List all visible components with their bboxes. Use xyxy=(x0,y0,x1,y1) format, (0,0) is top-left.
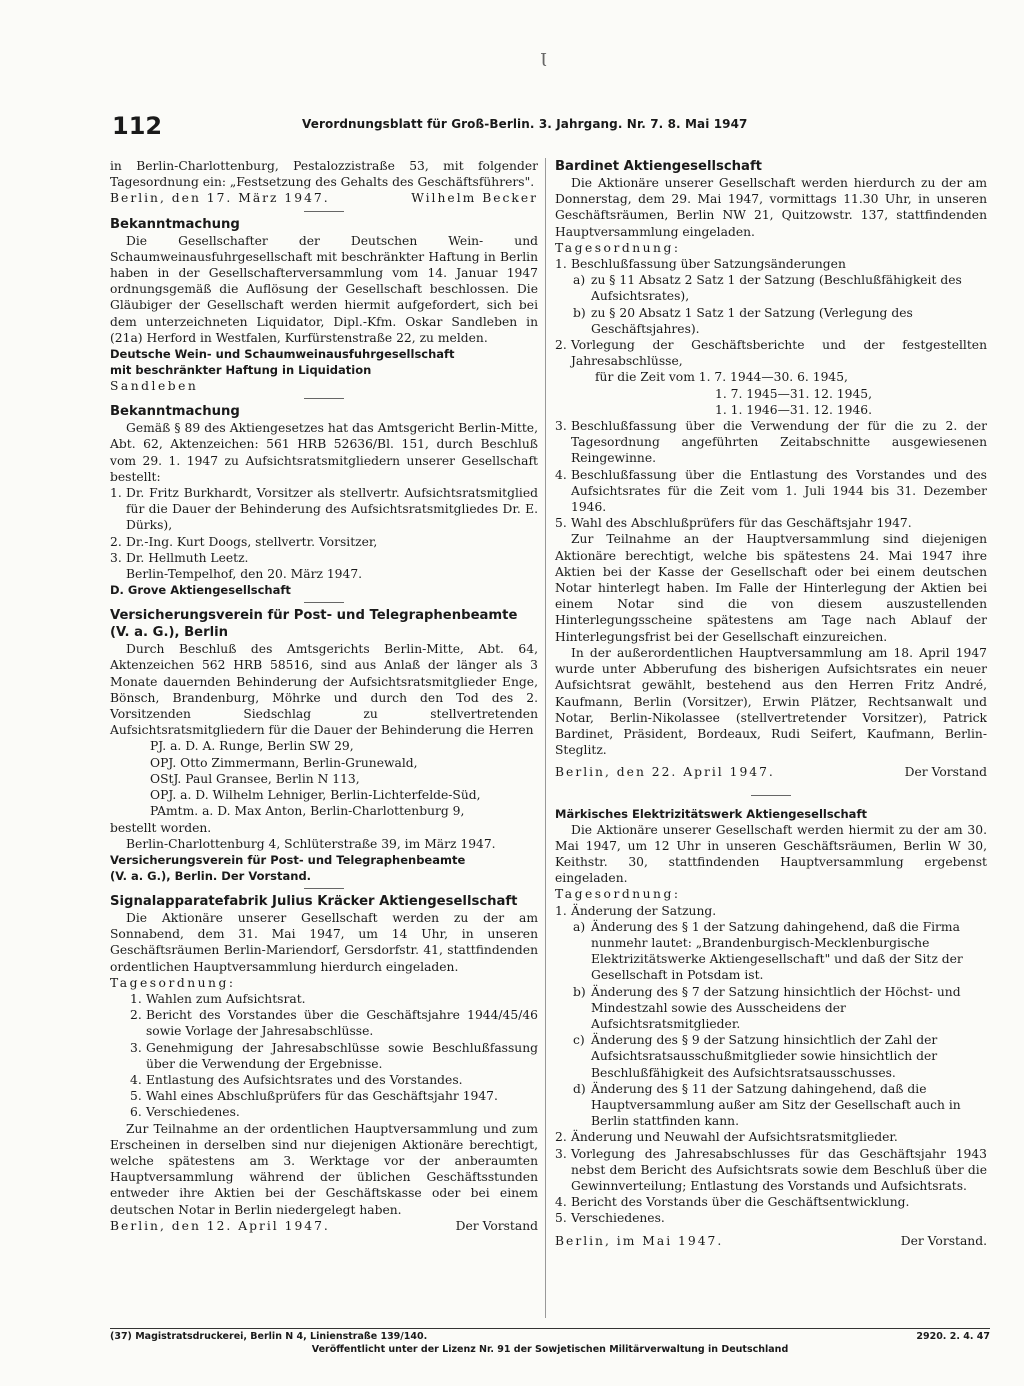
notice-heading: Bekanntmachung xyxy=(110,404,240,420)
list-item: 4. Beschlußfassung über die Entlastung des Vorstandes und des Aufsichtsrates für die Zeit vom 1. Juli 1944 bis 31. Dezember 1946. xyxy=(555,467,987,515)
sub-item: c) Änderung des § 9 der Satzung hinsichtlich der Zahl der Aufsichtsratsausschußmitglieder sowie hinsichtlich der Beschlußfähigkeit des Aufsichtsratsausschusses. xyxy=(573,1033,938,1080)
notice-company-line: (V. a. G.), Berlin. Der Vorstand. xyxy=(110,868,312,883)
license-line: Veröffentlicht unter der Lizenz Nr. 91 der Sowjetischen Militärverwaltung in Deutschland xyxy=(311,1344,789,1355)
signatory: Der Vorstand xyxy=(455,1218,538,1233)
list-item: OPJ. a. D. Wilhelm Lehniger, Berlin-Lichterfelde-Süd, xyxy=(150,788,481,803)
notice-body: Zur Teilnahme an der Hauptversammlung sind diejenigen Aktionäre berechtigt, welche bis spätestens 24. Mai 1947 ihre Aktien bei der Kasse der Gesellschaft oder bei einem deutschen Notar hinterlegt haben. Im Falle der Hinterlegung der Aktien bei einem Notar sind die von diesem auszustellenden Hinterlegungsscheine spätestens am Tage nach Ablauf der Hinterlegungsfrist bei der Gesellschaft einzureichen. xyxy=(555,532,987,644)
list-item: 5. Wahl eines Abschlußprüfers für das Geschäftsjahr 1947. xyxy=(130,1089,498,1104)
list-item: 3. Vorlegung des Jahresabschlusses für das Geschäftsjahr 1943 nebst dem Bericht des Aufsichtsrats sowie dem Beschluß über die Gewinnverteilung; Entlastung des Vorstands und Aufsichtsrats. xyxy=(555,1146,987,1193)
place-date: Berlin, im Mai 1947. xyxy=(555,1233,724,1248)
notice-text: bestellt worden. xyxy=(110,820,212,835)
notice-heading: Signalapparatefabrik Julius Kräcker Aktiengesellschaft xyxy=(110,893,518,909)
list-item: PAmtm. a. D. Max Anton, Berlin-Charlottenburg 9, xyxy=(150,804,465,819)
notice-body: Die Aktionäre unserer Gesellschaft werden zu der am Sonnabend, dem 31. Mai 1947, um 14 Uhr, in unseren Geschäftsräumen Berlin-Mariendorf, Gersdorfstr. 41, stattfindenden ordentlichen Hauptversammlung hierdurch eingeladen. xyxy=(110,910,538,974)
place-date: Berlin-Charlottenburg 4, Schlüterstraße 39, im März 1947. xyxy=(126,836,496,851)
signatory: Der Vorstand. xyxy=(900,1233,987,1248)
list-item: 1. Beschlußfassung über Satzungsänderungen xyxy=(555,257,846,272)
period-line: 1. 1. 1946—31. 12. 1946. xyxy=(715,402,873,417)
left-column xyxy=(110,158,538,1234)
place-date: Berlin, den 22. April 1947. xyxy=(555,765,775,780)
period-line: für die Zeit vom 1. 7. 1944—30. 6. 1945, xyxy=(595,370,848,385)
page-header xyxy=(112,112,782,142)
notice-company-line: mit beschränkter Haftung in Liquidation xyxy=(110,363,372,378)
notice-heading-line: (V. a. G.), Berlin xyxy=(110,625,229,641)
signatory: Wilhelm Becker xyxy=(411,191,538,206)
place-date: Berlin, den 17. März 1947. xyxy=(110,191,330,206)
list-item: 6. Verschiedenes. xyxy=(130,1105,240,1120)
list-item: 1. Änderung der Satzung. xyxy=(555,903,717,918)
signature-line xyxy=(110,1218,538,1234)
notice-heading: Bekanntmachung xyxy=(110,216,240,232)
handwritten-mark: Ɩ xyxy=(540,50,548,71)
list-item: 1. Dr. Fritz Burkhardt, Vorsitzer als stellvertr. Aufsichtsratsmitglied für die Dauer der Behinderung des Aufsichtsratsmitgliedes Dr. E. Dürks), xyxy=(110,486,538,533)
notice-body: Die Gesellschafter der Deutschen Wein- und Schaumweinausfuhrgesellschaft mit beschränkter Haftung in Berlin haben in der Gesellschafterversammlung vom 14. Januar 1947 ordnungsgemäß die Auflösung der Gesellschaft beschlossen. Die Gläubiger der Gesellschaft werden hiermit aufgefordert, sich bei dem unterzeichneten Liquidator, Dipl.-Kfm. Oskar Sandleben in (21a) Herford in Westfalen, Kurfürstenstraße 22, zu melden. xyxy=(110,233,538,345)
signature-line xyxy=(110,190,538,206)
divider xyxy=(751,795,791,796)
sub-item: b) zu § 20 Absatz 1 Satz 1 der Satzung (Verlegung des Geschäftsjahres). xyxy=(573,305,913,336)
notice-body: Die Aktionäre unserer Gesellschaft werden hierdurch zu der am Donnerstag, dem 29. Mai 1947, vormittags 11.30 Uhr, in unseren Geschäftsräumen, Berlin NW 21, Quitzowstr. 137, stattfindenden Hauptversammlung eingeladen. xyxy=(555,176,987,239)
sub-item: a) Änderung des § 1 der Satzung dahingehend, daß die Firma nunmehr lautet: „Brandenburgisch-Mecklenburgische Elektrizitätswerke Aktiengesellschaft" und daß der Sitz der Gesellschaft in Potsdam ist. xyxy=(573,919,963,983)
sub-item: a) zu § 11 Absatz 2 Satz 1 der Satzung (Beschlußfähigkeit des Aufsichtsrates), xyxy=(573,273,962,304)
notice-body: Durch Beschluß des Amtsgerichts Berlin-Mitte, Abt. 64, Aktenzeichen 562 HRB 58516, sind aus Anlaß der länger als 3 Monate dauernden Behinderung der Aufsichtsratsmitglieder Enge, Bönsch, Brandenburg, Möhrke und durch den Tod des 2. Vorsitzenden Siedschlag zu stellvertretenden Aufsichtsratsmitgliedern für die Dauer der Behinderung die Herren xyxy=(110,642,538,738)
list-item: 1. Wahlen zum Aufsichtsrat. xyxy=(130,991,306,1006)
notice-heading: Versicherungsverein für Post- und Telegraphenbeamte xyxy=(110,608,518,624)
agenda-heading: Tagesordnung: xyxy=(110,975,236,990)
list-item: 3. Dr. Hellmuth Leetz. xyxy=(110,550,249,565)
list-item: OStJ. Paul Gransee, Berlin N 113, xyxy=(150,771,360,786)
place-date: Berlin, den 12. April 1947. xyxy=(110,1218,330,1233)
list-item: 5. Wahl des Abschlußprüfers für das Geschäftsjahr 1947. xyxy=(555,516,912,531)
print-code: 2920. 2. 4. 47 xyxy=(916,1331,990,1342)
agenda-heading: Tagesordnung: xyxy=(555,240,681,255)
signatory: Der Vorstand xyxy=(904,765,987,780)
list-item: 4. Entlastung des Aufsichtsrates und des Vorstandes. xyxy=(130,1072,463,1087)
sub-item: d) Änderung des § 11 der Satzung dahingehend, daß die Hauptversammlung außer am Sitz der Gesellschaft auch in Berlin stattfinden kann. xyxy=(573,1081,961,1129)
right-column xyxy=(555,158,987,1249)
notice-body: Gemäß § 89 des Aktiengesetzes hat das Amtsgericht Berlin-Mitte, Abt. 62, Aktenzeichen: 561 HRB 52636/Bl. 151, durch Beschluß vom 29. 1. 1947 zu Aufsichtsratsmitgliedern unserer Gesellschaft bestellt: xyxy=(110,421,538,484)
printer-line: (37) Magistratsdruckerei, Berlin N 4, Linienstraße 139/140. xyxy=(110,1331,428,1342)
divider xyxy=(304,888,344,889)
column-divider xyxy=(545,158,546,1318)
notice-body: In der außerordentlichen Hauptversammlung am 18. April 1947 wurde unter Abberufung des bisherigen Aufsichtsrates ein neuer Aufsichtsrat gewählt, bestehend aus den Herren Fritz André, Kaufmann, Berlin (Vorsitzer), Erwin Plätzer, Rechtsanwalt und Notar, Berlin-Nikolassee (stellvertretender Vorsitzer), Patrick Bardinet, Präsident, Bordeaux, Rudi Seifert, Kaufmann, Berlin-Steglitz. xyxy=(555,645,987,758)
notice-body: Zur Teilnahme an der ordentlichen Hauptversammlung und zum Erscheinen in derselben sind nur diejenigen Aktionäre berechtigt, welche spätestens am 3. Werktage vor der anberaumten Hauptversammlung während der üblichen Geschäftsstunden entweder ihre Aktien bei der Geschäftskasse oder bei einem deutschen Notar in Berlin niedergelegt haben. xyxy=(110,1121,538,1217)
list-item: 2. Dr.-Ing. Kurt Doogs, stellvertr. Vorsitzer, xyxy=(110,534,378,549)
signature-line xyxy=(555,1233,987,1249)
header-title: Verordnungsblatt für Groß-Berlin. 3. Jahrgang. Nr. 7. 8. Mai 1947 xyxy=(302,117,748,131)
period-line: 1. 7. 1945—31. 12. 1945, xyxy=(715,386,873,401)
list-item: 2. Bericht des Vorstandes über die Geschäftsjahre 1944/45/46 sowie Vorlage der Jahresabschlüsse. xyxy=(130,1008,538,1039)
list-item: 3. Genehmigung der Jahresabschlüsse sowie Beschlußfassung über die Verwendung der Ergebnisse. xyxy=(130,1040,538,1071)
list-item: 2. Änderung und Neuwahl der Aufsichtsratsmitglieder. xyxy=(555,1130,898,1145)
list-item: 4. Bericht des Vorstands über die Geschäftsentwicklung. xyxy=(555,1195,910,1210)
notice-company: D. Grove Aktiengesellschaft xyxy=(110,583,291,598)
page-number: 112 xyxy=(112,112,163,140)
divider xyxy=(304,398,344,399)
notice-signatory: Sandleben xyxy=(110,379,199,394)
notice-company: Versicherungsverein für Post- und Telegraphenbeamte xyxy=(110,852,466,867)
continuation-text: in Berlin-Charlottenburg, Pestalozzistraße 53, mit folgender Tagesordnung ein: „Festsetzung des Gehalts des Geschäftsführers". xyxy=(110,159,538,190)
notice-heading: Bardinet Aktiengesellschaft xyxy=(555,159,762,174)
notice-company: Deutsche Wein- und Schaumweinausfuhrgesellschaft xyxy=(110,347,455,362)
list-item: 3. Beschlußfassung über die Verwendung der für die zu 2. der Tagesordnung angeführten Zeitabschnitte ausgewiesenen Reingewinne. xyxy=(555,419,987,466)
agenda-heading: Tagesordnung: xyxy=(555,887,681,902)
list-item: PJ. a. D. A. Runge, Berlin SW 29, xyxy=(150,739,354,754)
list-item: 5. Verschiedenes. xyxy=(555,1211,665,1226)
notice-body: Die Aktionäre unserer Gesellschaft werden hiermit zu der am 30. Mai 1947, um 12 Uhr in unseren Geschäftsräumen, Berlin W 30, Keithstr. 30, stattfindenden Hauptversammlung ergebenst eingeladen. xyxy=(555,822,987,886)
list-item: OPJ. Otto Zimmermann, Berlin-Grunewald, xyxy=(150,755,418,770)
sub-item: b) Änderung des § 7 der Satzung hinsichtlich der Höchst- und Mindestzahl sowie des Ausscheidens der Aufsichtsratsmitglieder. xyxy=(573,984,961,1031)
divider xyxy=(304,211,344,212)
page-footer xyxy=(110,1328,990,1355)
list-item: 2. Vorlegung der Geschäftsberichte und der festgestellten Jahresabschlüsse, xyxy=(555,338,987,369)
signature-line xyxy=(555,764,987,780)
divider xyxy=(304,602,344,603)
place-date: Berlin-Tempelhof, den 20. März 1947. xyxy=(126,567,363,582)
notice-heading: Märkisches Elektrizitätswerk Aktiengesellschaft xyxy=(555,806,867,821)
